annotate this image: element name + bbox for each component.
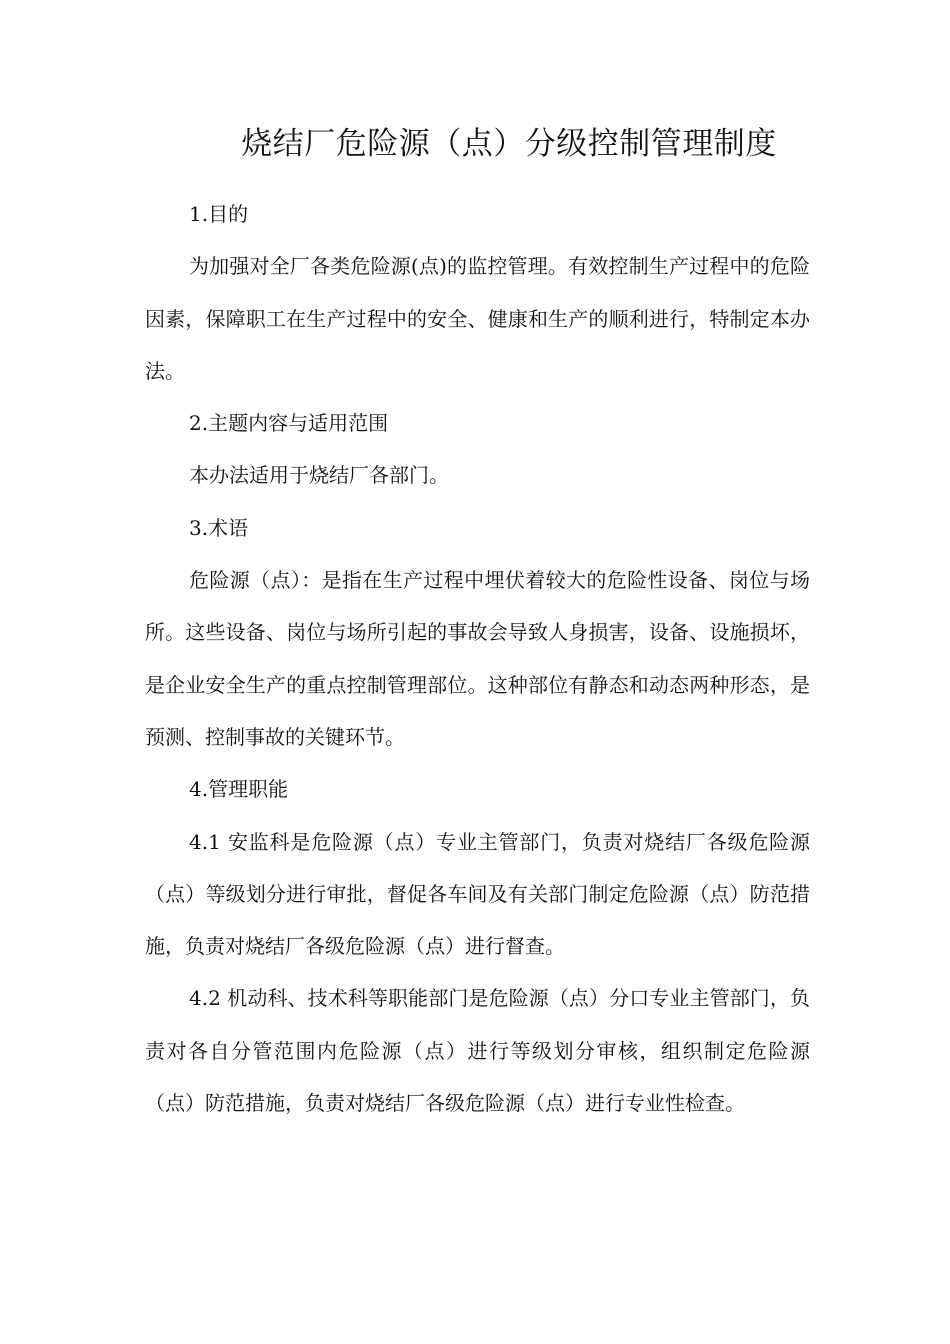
document-body [145,188,810,1129]
section-heading-scope: 2.主题内容与适用范围 [189,411,389,436]
paragraph-purpose: 为加强对全厂各类危险源(点)的监控管理。有效控制生产过程中的危险因素，保障职工在生产过程中的安全、健康和生产的顺利进行，特制定本办法。 [145,254,810,383]
section-heading-functions: 4.管理职能 [189,777,289,802]
paragraph-scope: 本办法适用于烧结厂各部门。 [189,463,449,488]
paragraph-terms: 危险源（点）：是指在生产过程中埋伏着较大的危险性设备、岗位与场所。这些设备、岗位与场所引起的事故会导致人身损害，设备、设施损坏，是企业安全生产的重点控制管理部位。这种部位有静态和动态两种形态，是预测、控制事故的关键环节。 [145,568,810,749]
section-heading-terms: 3.术语 [189,515,249,540]
paragraph-function-4-2: 4.2 机动科、技术科等职能部门是危险源（点）分口专业主管部门，负责对各自分管范围内危险源（点）进行等级划分审核，组织制定危险源（点）防范措施，负责对烧结厂各级危险源（点）进行专业性检查。 [145,986,810,1116]
paragraph-function-4-1: 4.1 安监科是危险源（点）专业主管部门，负责对烧结厂各级危险源（点）等级划分进行审批，督促各车间及有关部门制定危险源（点）防范措施，负责对烧结厂各级危险源（点）进行督查。 [145,829,810,959]
document-title: 烧结厂危险源（点）分级控制管理制度 [241,126,777,162]
section-heading-purpose: 1.目的 [189,202,249,226]
